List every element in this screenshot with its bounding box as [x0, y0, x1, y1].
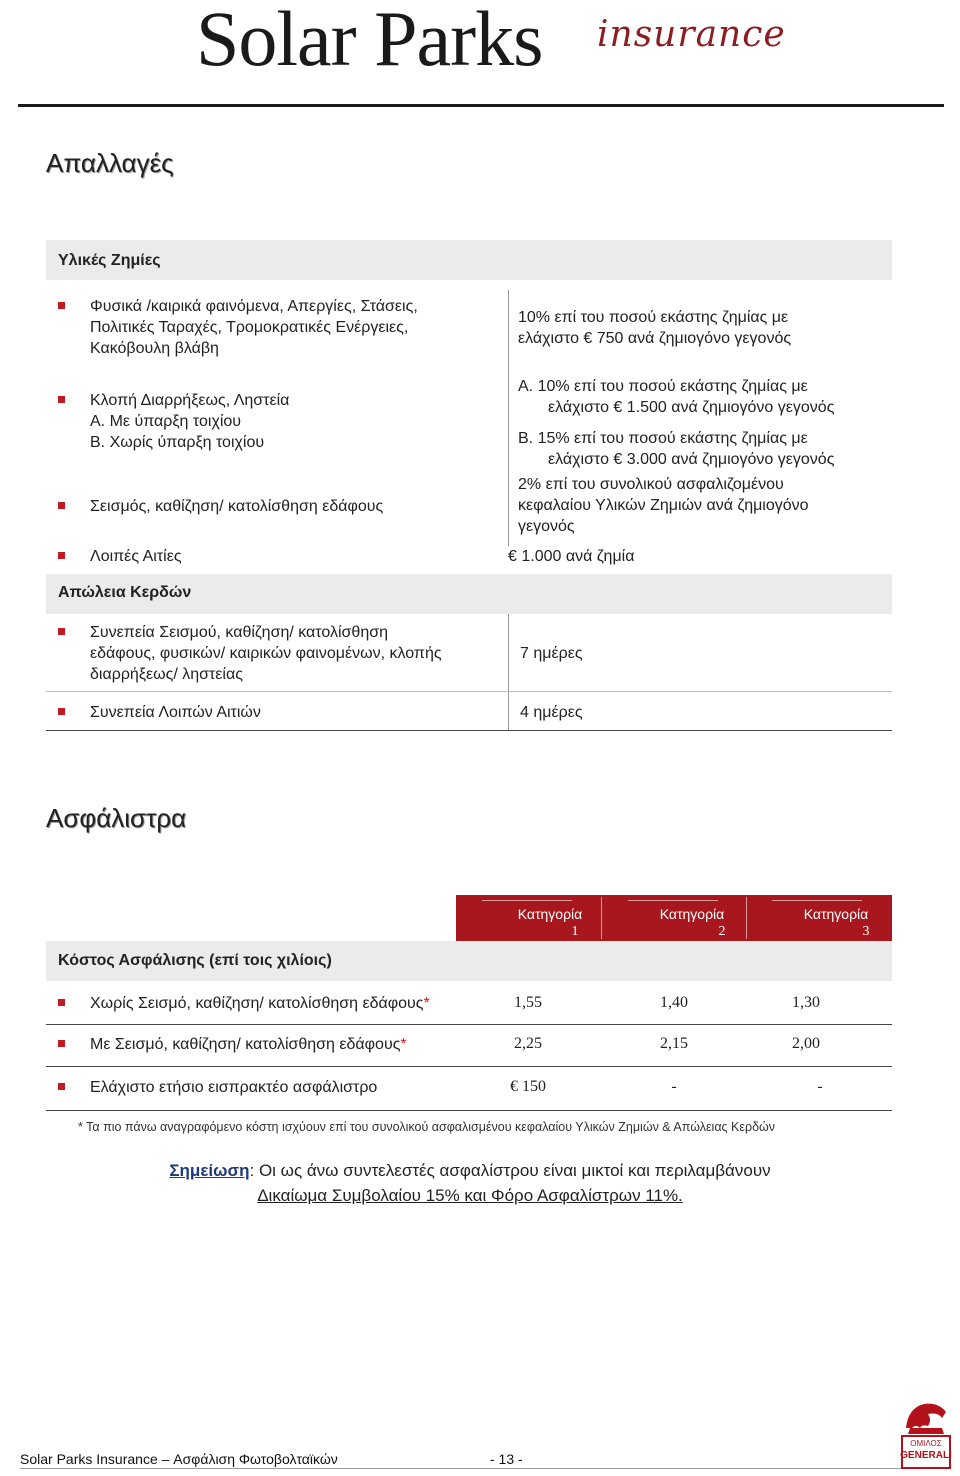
premium-row-3-cat1: € 150 [510, 1078, 546, 1095]
exclusion-row-2-label: Κλοπή Διαρρήξεως, Ληστεία Α. Με ύπαρξη τοιχίου Β. Χωρίς ύπαρξη τοιχίου [90, 392, 290, 451]
bullet-icon [58, 628, 65, 635]
brand-logo-subtext: insurance [597, 14, 786, 55]
premium-row-2-cat1: 2,25 [514, 1035, 542, 1052]
premium-row-1-label: Χωρίς Σεισμό, καθίζηση/ κατολίσθηση εδάφους* [90, 995, 430, 1012]
footer-rule [20, 1468, 916, 1469]
exclusion-row-4-label: Λοιπές Αιτίες [90, 548, 182, 565]
bullet-icon [58, 1083, 65, 1090]
exclusion-row-2-value: Α. 10% επί του ποσού εκάστης ζημίας με ελάχιστο € 1.500 ανά ζημιογόνο γεγονός Β. 15% επί του ποσού εκάστης ζημίας με ελάχιστο € 3.000 ανά ζημιογόνο γεγονός [518, 378, 835, 468]
category-line [772, 900, 862, 901]
profit-row-1-label: Συνεπεία Σεισμού, καθίζηση/ κατολίσθηση εδάφους, φυσικών/ καιρικών φαινομένων, κλοπής διαρρήξεως/ ληστείας [90, 624, 442, 683]
material-heading-bar [46, 240, 892, 280]
cost-heading: Κόστος Ασφάλισης (επί τοις χιλίοις) [58, 952, 332, 969]
premium-row-2-label: Με Σεισμό, καθίζηση/ κατολίσθηση εδάφους* [90, 1036, 407, 1053]
bullet-icon [58, 302, 65, 309]
premium-row-1-cat2: 1,40 [660, 994, 688, 1011]
premium-row-3-label: Ελάχιστο ετήσιο εισπρακτέο ασφάλιστρο [90, 1079, 378, 1096]
header-divider [18, 104, 944, 107]
exclusion-row-1-label: Φυσικά /καιρικά φαινόμενα, Απεργίες, Στάσεις, Πολιτικές Ταραχές, Τρομοκρατικές Ενέργειες, Κακόβουλη βλάβη [90, 298, 418, 357]
bullet-icon [58, 552, 65, 559]
premium-row-2-cat2: 2,15 [660, 1035, 688, 1052]
exclusion-row-1-value: 10% επί του ποσού εκάστης ζημίας με ελάχιστο € 750 ανά ζημιογόνο γεγονός [518, 309, 792, 347]
premiums-footnote: * Τα πιο πάνω αναγραφόμενο κόστη ισχύουν επί του συνολικού ασφαλισμένου κεφαλαίου Υλικών Ζημιών & Απώλειας Κερδών [78, 1120, 776, 1134]
column-divider [508, 614, 509, 730]
generali-logo-icon: ΟΜΙΛΟΣ GENERALI [898, 1398, 954, 1470]
exclusion-row-4-value: € 1.000 ανά ζημία [508, 548, 635, 565]
exclusions-title: Απαλλαγές [46, 148, 174, 178]
column-divider [508, 290, 509, 546]
exclusion-row-3-label: Σεισμός, καθίζηση/ κατολίσθηση εδάφους [90, 498, 384, 515]
row-divider [46, 1066, 892, 1067]
category-3-label: Κατηγορία 3 [803, 906, 870, 939]
bullet-icon [58, 1040, 65, 1047]
premium-row-1-cat3: 1,30 [792, 994, 820, 1011]
row-divider [46, 691, 892, 692]
table-bottom-rule [46, 1110, 892, 1111]
premium-row-1-cat1: 1,55 [514, 994, 542, 1011]
bullet-icon [58, 708, 65, 715]
premiums-note: Σημείωση: Οι ως άνω συντελεστές ασφαλίστρου είναι μικτοί και περιλαμβάνουν Δικαίωμα Συμβολαίου 15% και Φόρο Ασφαλίστρων 11%. [169, 1161, 771, 1205]
table-bottom-rule [46, 730, 892, 731]
premium-row-3-cat3: - [817, 1078, 823, 1095]
category-2-label: Κατηγορία 2 [659, 906, 726, 939]
row-divider [46, 1024, 892, 1025]
bullet-icon [58, 396, 65, 403]
profit-row-2-value: 4 ημέρες [520, 704, 583, 721]
premium-row-2-cat3: 2,00 [792, 1035, 820, 1052]
profit-row-1-value: 7 ημέρες [520, 645, 583, 662]
page-number: - 13 - [490, 1451, 523, 1467]
footer-title: Solar Parks Insurance – Ασφάλιση Φωτοβολταϊκών [20, 1451, 338, 1467]
exclusion-row-3-value: 2% επί του συνολικού ασφαλιζομένου κεφαλαίου Υλικών Ζημιών ανά ζημιογόνο γεγονός [518, 476, 809, 535]
bullet-icon [58, 502, 65, 509]
category-line [482, 900, 572, 901]
premium-row-3-cat2: - [671, 1078, 677, 1095]
bullet-icon [58, 999, 65, 1006]
category-1-label: Κατηγορία 1 [517, 906, 583, 939]
profit-heading: Απώλεια Κερδών [58, 584, 192, 601]
premiums-title: Ασφάλιστρα [46, 803, 187, 833]
profit-row-2-label: Συνεπεία Λοιπών Αιτιών [90, 704, 261, 721]
material-heading: Υλικές Ζημίες [58, 252, 161, 269]
category-line [628, 900, 718, 901]
brand-logo-text: Solar Parks [196, 0, 543, 82]
